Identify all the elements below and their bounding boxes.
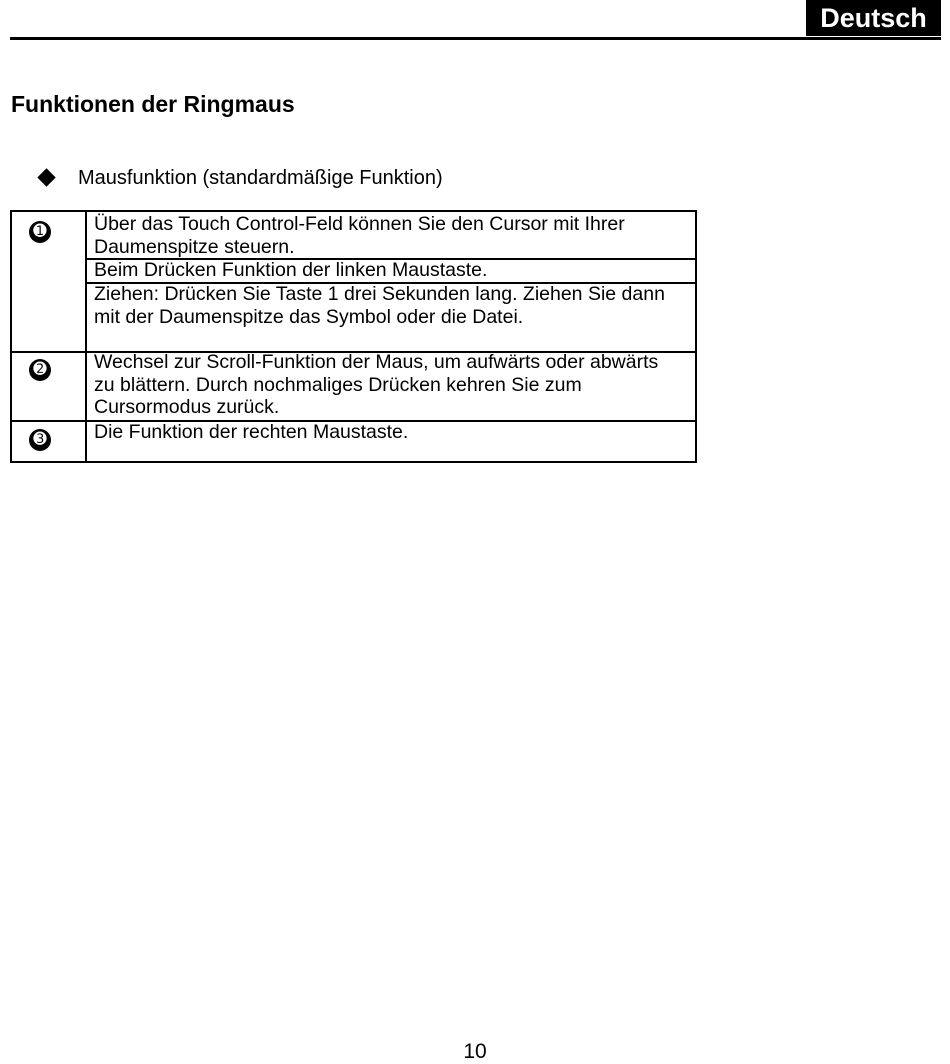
table-row-text: Beim Drücken Funktion der linken Maustaste. bbox=[94, 259, 488, 281]
column-divider bbox=[85, 212, 87, 461]
table-row-text: Die Funktion der rechten Maustaste. bbox=[94, 421, 409, 443]
table-row-text: Ziehen: Drücken Sie Taste 1 drei Sekunden lang. Ziehen Sie dann mit der Daumenspitze das Symbol oder die Datei. bbox=[94, 283, 665, 328]
language-tab: Deutsch bbox=[806, 0, 941, 36]
header-rule bbox=[10, 37, 941, 40]
table-row-text: Über das Touch Control-Feld können Sie den Cursor mit Ihrer Daumenspitze steuern. bbox=[94, 213, 625, 258]
marker-3-icon: ➌ bbox=[29, 429, 51, 451]
subtitle: Mausfunktion (standardmäßige Funktion) bbox=[78, 167, 443, 189]
function-table bbox=[10, 210, 697, 463]
marker-2-icon: ➋ bbox=[29, 359, 51, 381]
marker-1-icon: ➊ bbox=[29, 221, 51, 243]
section-title: Funktionen der Ringmaus bbox=[11, 91, 295, 117]
diamond-bullet-icon bbox=[37, 168, 55, 186]
page-number: 10 bbox=[463, 1040, 487, 1063]
table-row-text: Wechsel zur Scroll-Funktion der Maus, um aufwärts oder abwärts zu blättern. Durch nochmaliges Drücken kehren Sie zum Cursormodus zurück. bbox=[94, 351, 659, 418]
